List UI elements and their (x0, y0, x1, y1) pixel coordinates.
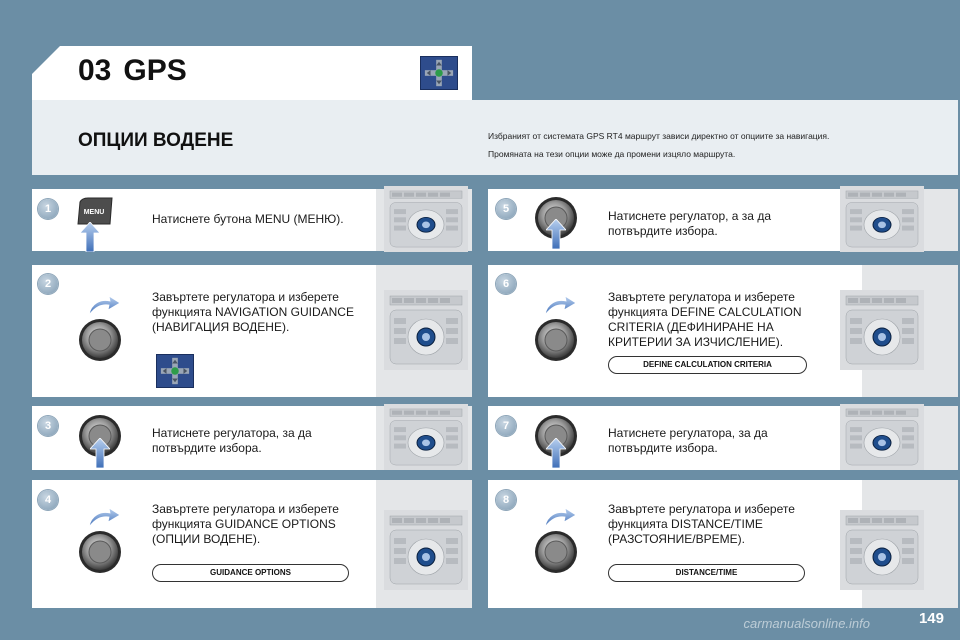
step-line: Натиснете бутона MENU (МЕНЮ). (152, 212, 344, 226)
rotate-arrow-icon (542, 505, 578, 529)
control-knob-icon (534, 318, 578, 362)
step-number-badge: 2 (38, 274, 58, 294)
press-arrow-icon (546, 438, 566, 468)
step-line: Натиснете регулатора, за да (608, 426, 768, 440)
step-text (608, 209, 828, 239)
intro-line-1: Избраният от системата GPS RT4 маршрут зависи директно от опциите за навигация. (488, 131, 830, 141)
press-arrow-icon (546, 219, 566, 249)
section-title: ОПЦИИ ВОДЕНЕ (78, 130, 234, 151)
step-line: потвърдите избора. (152, 441, 262, 455)
step-text (608, 502, 838, 547)
step-line: КРИТЕРИИ ЗА ИЗЧИСЛЕНИЕ). (608, 335, 784, 349)
intro-line-2: Промяната на тези опции може да промени изцяло маршрута. (488, 149, 736, 159)
console-image (384, 404, 468, 470)
step-number-badge: 7 (496, 416, 516, 436)
step-text (152, 212, 372, 227)
step-number-badge: 6 (496, 274, 516, 294)
step-line: потвърдите избора. (608, 224, 718, 238)
page-number: 149 (918, 610, 944, 627)
console-image (840, 186, 924, 252)
console-image (840, 290, 924, 370)
console-image (840, 510, 924, 590)
chapter-number: 03 (78, 54, 112, 87)
step-number-badge: 8 (496, 490, 516, 510)
step-text (152, 502, 382, 547)
step-line: (РАЗСТОЯНИЕ/ВРЕМЕ). (608, 532, 745, 546)
step-number-badge: 1 (38, 199, 58, 219)
step-text (152, 290, 382, 335)
menu-button-label: MENU (83, 209, 105, 216)
menu-option-tag: GUIDANCE OPTIONS (152, 564, 349, 582)
control-knob-icon (534, 530, 578, 574)
watermark: carmanualsonline.info (743, 616, 870, 631)
navigation-icon (156, 354, 194, 388)
step-line: Завъртете регулатора и изберете (608, 290, 795, 304)
step-line: (ОПЦИИ ВОДЕНЕ). (152, 532, 261, 546)
control-knob-icon (78, 318, 122, 362)
control-knob-icon (78, 530, 122, 574)
step-line: потвърдите избора. (608, 441, 718, 455)
step-number-badge: 5 (496, 199, 516, 219)
press-arrow-icon (80, 222, 100, 252)
menu-option-tag: DISTANCE/TIME (608, 564, 805, 582)
console-image (840, 404, 924, 470)
step-line: Натиснете регулатора, за да (152, 426, 312, 440)
step-line: Натиснете регулатор, а за да (608, 209, 771, 223)
page-title (78, 54, 187, 88)
section-intro (488, 127, 948, 163)
rotate-arrow-icon (86, 505, 122, 529)
step-line: (НАВИГАЦИЯ ВОДЕНЕ). (152, 320, 290, 334)
step-line: функцията DISTANCE/TIME (608, 517, 763, 531)
step-line: Завъртете регулатора и изберете (608, 502, 795, 516)
step-text (608, 290, 838, 350)
press-arrow-icon (90, 438, 110, 468)
step-number-badge: 4 (38, 490, 58, 510)
console-image (384, 510, 468, 590)
console-image (384, 290, 468, 370)
step-line: функцията GUIDANCE OPTIONS (152, 517, 336, 531)
rotate-arrow-icon (542, 293, 578, 317)
console-image (384, 186, 468, 252)
step-line: Завъртете регулатора и изберете (152, 290, 339, 304)
step-text (152, 426, 372, 456)
step-line: CRITERIA (ДЕФИНИРАНЕ НА (608, 320, 774, 334)
gps-crosshair-icon (420, 56, 458, 90)
chapter-title: GPS (123, 54, 187, 87)
step-line: функцията NAVIGATION GUIDANCE (152, 305, 354, 319)
step-line: функцията DEFINE CALCULATION (608, 305, 802, 319)
rotate-arrow-icon (86, 293, 122, 317)
menu-option-tag: DEFINE CALCULATION CRITERIA (608, 356, 807, 374)
step-line: Завъртете регулатора и изберете (152, 502, 339, 516)
step-text (608, 426, 828, 456)
step-number-badge: 3 (38, 416, 58, 436)
